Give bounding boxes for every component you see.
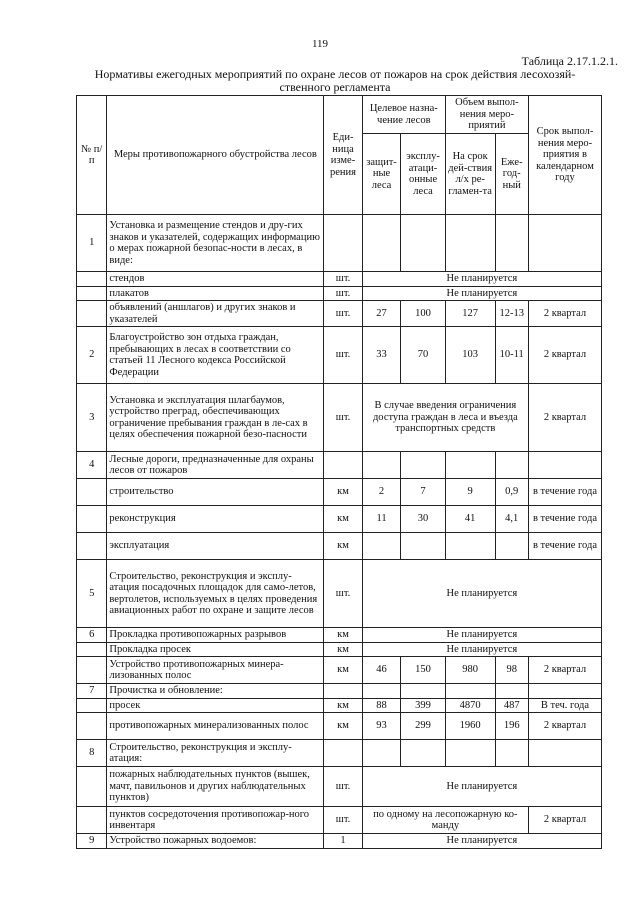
- row-protective: 11: [362, 506, 401, 533]
- row-deadline: В теч. года: [528, 698, 601, 713]
- row-measure: строительство: [107, 479, 324, 506]
- row-unit: км: [324, 657, 363, 684]
- table-row: [77, 560, 602, 628]
- page-number: 119: [311, 38, 329, 50]
- row-num: 7: [77, 684, 107, 699]
- row-measure: пунктов сосредоточения противопожар-ного инвентаря: [107, 807, 324, 834]
- table-row: [77, 286, 602, 301]
- row-measure: Устройство противопожарных минера-лизованных полос: [107, 657, 324, 684]
- row-measure: Прочистка и обновление:: [107, 684, 324, 699]
- row-protective: 93: [362, 713, 401, 740]
- row-unit: км: [324, 698, 363, 713]
- row-operational: 150: [401, 657, 446, 684]
- table-title: Нормативы ежегодных мероприятий по охране лесов от пожаров на срок действия лесохозяй-ственного регламента: [94, 67, 576, 94]
- header-unit: Еди-ница изме-рения: [324, 96, 363, 215]
- table-row: [77, 301, 602, 327]
- row-measure: Строительство, реконструкция и эксплу-атация посадочных площадок для само-летов, вертолетов, используемых в целях проведения авиационных работ по охране и защите лесов: [107, 560, 324, 628]
- row-protective: 88: [362, 698, 401, 713]
- table-row: [77, 506, 602, 533]
- row-unit: шт.: [324, 272, 363, 287]
- row-measure: противопожарных минерализованных полос: [107, 713, 324, 740]
- table-row: [77, 834, 602, 849]
- table-row: [77, 479, 602, 506]
- row-num: 3: [77, 384, 107, 452]
- table-row: [77, 698, 602, 713]
- row-deadline: 2 квартал: [528, 327, 601, 384]
- row-measure: Лесные дороги, предназначенные для охраны лесов от пожаров: [107, 452, 324, 479]
- row-operational: 299: [401, 713, 446, 740]
- row-annual: 98: [495, 657, 528, 684]
- row-unit: км: [324, 713, 363, 740]
- row-unit: шт.: [324, 301, 363, 327]
- row-num: 6: [77, 628, 107, 643]
- row-measure: Установка и эксплуатация шлагбаумов, устройство преград, обеспечивающих ограничение пребывания граждан в ле-сах в целях обеспечения пожарной безо-пасности: [107, 384, 324, 452]
- row-deadline: в течение года: [528, 506, 601, 533]
- row-measure: Установка и размещение стендов и дру-гих знаков и указателей, содержащих информацию о мерах пожарной безопас-ности в лесах, в виде:: [107, 215, 324, 272]
- table-row: [77, 215, 602, 272]
- table-row: [77, 272, 602, 287]
- row-protective: 2: [362, 479, 401, 506]
- table-number: Таблица 2.17.1.2.1.: [521, 54, 618, 68]
- table-row: [77, 384, 602, 452]
- header-measures: Меры противопожарного обустройства лесов: [107, 96, 324, 215]
- row-unit: шт.: [324, 807, 363, 834]
- row-annual: 12-13: [495, 301, 528, 327]
- row-measure: пожарных наблюдательных пунктов (вышек, мачт, павильонов и других наблюдательных пунктов): [107, 767, 324, 807]
- row-term-volume: 980: [445, 657, 495, 684]
- row-annual: 10-11: [495, 327, 528, 384]
- table-row: [77, 807, 602, 834]
- row-unit: км: [324, 506, 363, 533]
- row-unit: шт.: [324, 560, 363, 628]
- row-num: 2: [77, 327, 107, 384]
- row-deadline: 2 квартал: [528, 713, 601, 740]
- row-protective: 46: [362, 657, 401, 684]
- row-annual: 4,1: [495, 506, 528, 533]
- row-unit: шт.: [324, 384, 363, 452]
- table-row: [77, 452, 602, 479]
- row-unit: шт.: [324, 286, 363, 301]
- row-measure: Строительство, реконструкция и эксплу-атация:: [107, 740, 324, 767]
- row-operational: 100: [401, 301, 446, 327]
- row-protective: 27: [362, 301, 401, 327]
- row-term-volume: 1960: [445, 713, 495, 740]
- row-unit: км: [324, 533, 363, 560]
- table-row: [77, 642, 602, 657]
- row-unit: км: [324, 628, 363, 643]
- row-unit: шт.: [324, 327, 363, 384]
- row-deadline: 2 квартал: [528, 657, 601, 684]
- row-term-volume: 41: [445, 506, 495, 533]
- row-measure: Прокладка просек: [107, 642, 324, 657]
- header-purpose: Целевое назна-чение лесов: [362, 96, 445, 134]
- row-note: Не планируется: [362, 628, 601, 643]
- table-row: [77, 533, 602, 560]
- row-deadline: 2 квартал: [528, 384, 601, 452]
- table-row: [77, 327, 602, 384]
- row-measure: плакатов: [107, 286, 324, 301]
- row-term-volume: 103: [445, 327, 495, 384]
- row-num: 9: [77, 834, 107, 849]
- row-operational: 399: [401, 698, 446, 713]
- row-note: Не планируется: [362, 834, 601, 849]
- row-note: В случае введения ограничения доступа граждан в леса и въезда транспортных средств: [362, 384, 528, 452]
- row-unit: шт.: [324, 767, 363, 807]
- table-row: [77, 767, 602, 807]
- row-measure: просек: [107, 698, 324, 713]
- row-unit: км: [324, 642, 363, 657]
- row-deadline: в течение года: [528, 533, 601, 560]
- row-measure: стендов: [107, 272, 324, 287]
- row-measure: Устройство пожарных водоемов:: [107, 834, 324, 849]
- row-measure: реконструкция: [107, 506, 324, 533]
- row-measure: объявлений (аншлагов) и других знаков и указателей: [107, 301, 324, 327]
- row-measure: эксплуатация: [107, 533, 324, 560]
- row-measure: Благоустройство зон отдыха граждан, пребывающих в лесах в соответствии со статьей 11 Лесного кодекса Российской Федерации: [107, 327, 324, 384]
- row-term-volume: 127: [445, 301, 495, 327]
- row-num: 5: [77, 560, 107, 628]
- header-num: № п/п: [77, 96, 107, 215]
- row-deadline: в течение года: [528, 479, 601, 506]
- table-row: [77, 657, 602, 684]
- header-operational: эксплу-атаци-онные леса: [401, 134, 446, 215]
- row-annual: 196: [495, 713, 528, 740]
- table-row: [77, 628, 602, 643]
- row-num: 1: [77, 215, 107, 272]
- row-annual: 0,9: [495, 479, 528, 506]
- header-deadline: Срок выпол-нения меро-приятия в календарном году: [528, 96, 601, 215]
- row-term-volume: 4870: [445, 698, 495, 713]
- row-deadline: 2 квартал: [528, 301, 601, 327]
- row-operational: 70: [401, 327, 446, 384]
- header-term-volume: На срок дей-ствия л/х ре-гламен-та: [445, 134, 495, 215]
- row-protective: 33: [362, 327, 401, 384]
- row-num: 4: [77, 452, 107, 479]
- table-row: [77, 684, 602, 699]
- row-num: 8: [77, 740, 107, 767]
- row-deadline: 2 квартал: [528, 807, 601, 834]
- table-row: [77, 740, 602, 767]
- row-note: Не планируется: [362, 767, 601, 807]
- row-annual: 487: [495, 698, 528, 713]
- row-operational: 7: [401, 479, 446, 506]
- row-unit: 1: [324, 834, 363, 849]
- row-note: Не планируется: [362, 560, 601, 628]
- header-protective: защит-ные леса: [362, 134, 401, 215]
- row-operational: 30: [401, 506, 446, 533]
- row-term-volume: 9: [445, 479, 495, 506]
- table-row: [77, 713, 602, 740]
- row-note: Не планируется: [362, 272, 601, 287]
- row-measure: Прокладка противопожарных разрывов: [107, 628, 324, 643]
- row-note: Не планируется: [362, 286, 601, 301]
- header-volume: Объем выпол-нения меро-приятий: [445, 96, 528, 134]
- header-annual: Еже-год-ный: [495, 134, 528, 215]
- row-note: по одному на лесопожарную ко-манду: [362, 807, 528, 834]
- row-unit: км: [324, 479, 363, 506]
- norms-table: [76, 95, 602, 849]
- row-note: Не планируется: [362, 642, 601, 657]
